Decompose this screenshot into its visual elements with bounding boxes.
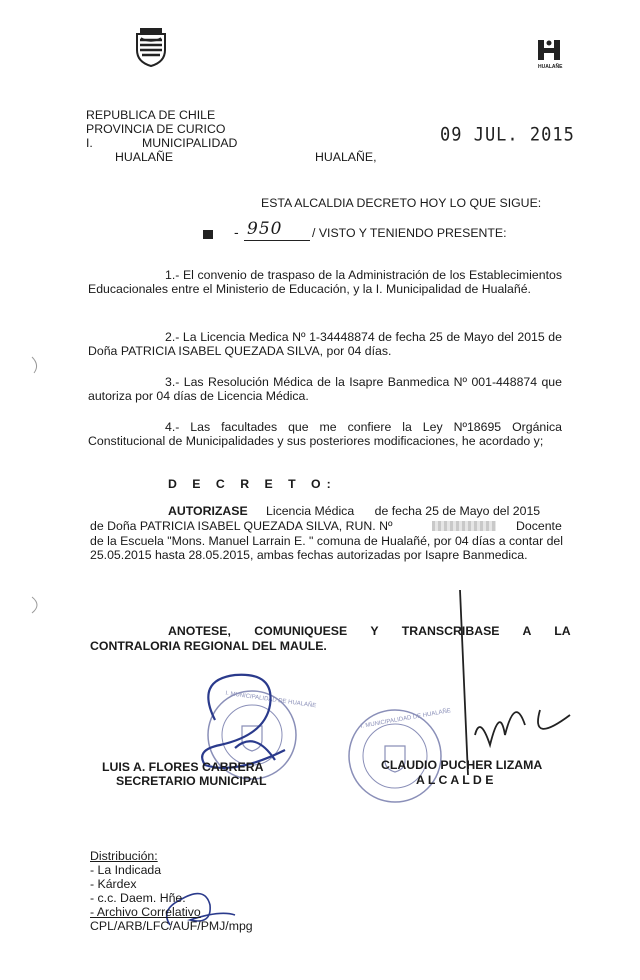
distribution-item-2: - Kárdex	[90, 877, 137, 891]
header-provincia: PROVINCIA DE CURICO	[86, 122, 226, 136]
seal-left-text: I. MUNICIPALIDAD DE HUALAÑE	[225, 690, 317, 710]
header-municipalidad: MUNICIPALIDAD	[142, 136, 238, 150]
visto-label: / VISTO Y TENIENDO PRESENTE:	[312, 226, 507, 240]
signature-right-icon	[430, 585, 590, 805]
closing-line2: CONTRALORIA REGIONAL DEL MAULE.	[90, 639, 327, 653]
header-i: I.	[86, 136, 93, 150]
intro-text: ESTA ALCALDIA DECRETO HOY LO QUE SIGUE:	[261, 196, 542, 210]
resolution-line2-suffix: Docente	[516, 519, 562, 533]
distribution-item-5: CPL/ARB/LFC/AUF/PMJ/mpg	[90, 919, 253, 933]
city-label: HUALAÑE,	[315, 150, 377, 164]
considerando-1: 1.- El convenio de traspaso de la Administración de los Establecimientos Educacionales entre el Ministerio de Educación, y la I. Municipalidad de Hualañé.	[88, 268, 562, 296]
municipal-crest-icon	[131, 24, 171, 68]
distribution-item-3: - c.c. Daem. Hñe.	[90, 891, 186, 905]
considerando-4: 4.- Las facultades que me confiere la Ley Nº18695 Orgánica Constitucional de Municipalidades y sus posteriores modificaciones, he acordado y;	[88, 420, 562, 448]
considerando-3: 3.- Las Resolución Médica de la Isapre Banmedica Nº 001-448874 que autoriza por 04 días de Licencia Médica.	[88, 375, 562, 403]
resolution-line2-prefix: de Doña PATRICIA ISABEL QUEZADA SILVA, RUN. Nº	[90, 519, 393, 533]
date-stamp: 09 JUL. 2015	[440, 124, 575, 146]
decreto-title: D E C R E T O:	[168, 477, 337, 491]
decree-number: 950	[247, 219, 283, 239]
distribution-item-4: - Archivo Correlativo	[90, 905, 201, 919]
signature-left-name: LUIS A. FLORES CABRERA	[102, 760, 264, 774]
punch-mark-icon	[30, 355, 42, 375]
autorizase-keyword: AUTORIZASE	[168, 504, 248, 518]
decree-dash: -	[234, 224, 239, 240]
seal-right-text: I. MUNICIPALIDAD DE HUALAÑE	[360, 708, 452, 730]
distribution-item-1: - La Indicada	[90, 863, 162, 877]
distribution-title: Distribución:	[90, 849, 158, 863]
punch-mark-icon	[30, 595, 44, 615]
signature-left-title: SECRETARIO MUNICIPAL	[116, 774, 267, 788]
run-redacted	[432, 521, 496, 531]
signature-right-name: CLAUDIO PUCHER LIZAMA	[381, 758, 543, 772]
signature-right-title: A L C A L D E	[416, 773, 494, 787]
resolution-rest: de la Escuela "Mons. Manuel Larrain E. " comuna de Hualañé, por 04 días a contar del 25.05.2015 hasta 28.05.2015, ambas fechas autorizadas por Isapre Banmedica.	[90, 534, 563, 562]
decree-mark	[203, 230, 213, 239]
closing-line1: ANOTESE, COMUNIQUESE Y TRANSCRIBASE A LA	[168, 624, 571, 638]
decree-number-underline	[244, 240, 310, 241]
resolution-line1: Licencia Médica de fecha 25 de Mayo del 2015	[266, 504, 541, 518]
header-hualane: HUALAÑE	[115, 150, 174, 164]
considerando-2: 2.- La Licencia Medica Nº 1-34448874 de fecha 25 de Mayo del 2015 de Doña PATRICIA ISABEL QUEZADA SILVA, por 04 días.	[88, 330, 562, 358]
header-republica: REPUBLICA DE CHILE	[86, 108, 216, 122]
logo-right-text: HUALAÑE	[538, 64, 563, 70]
